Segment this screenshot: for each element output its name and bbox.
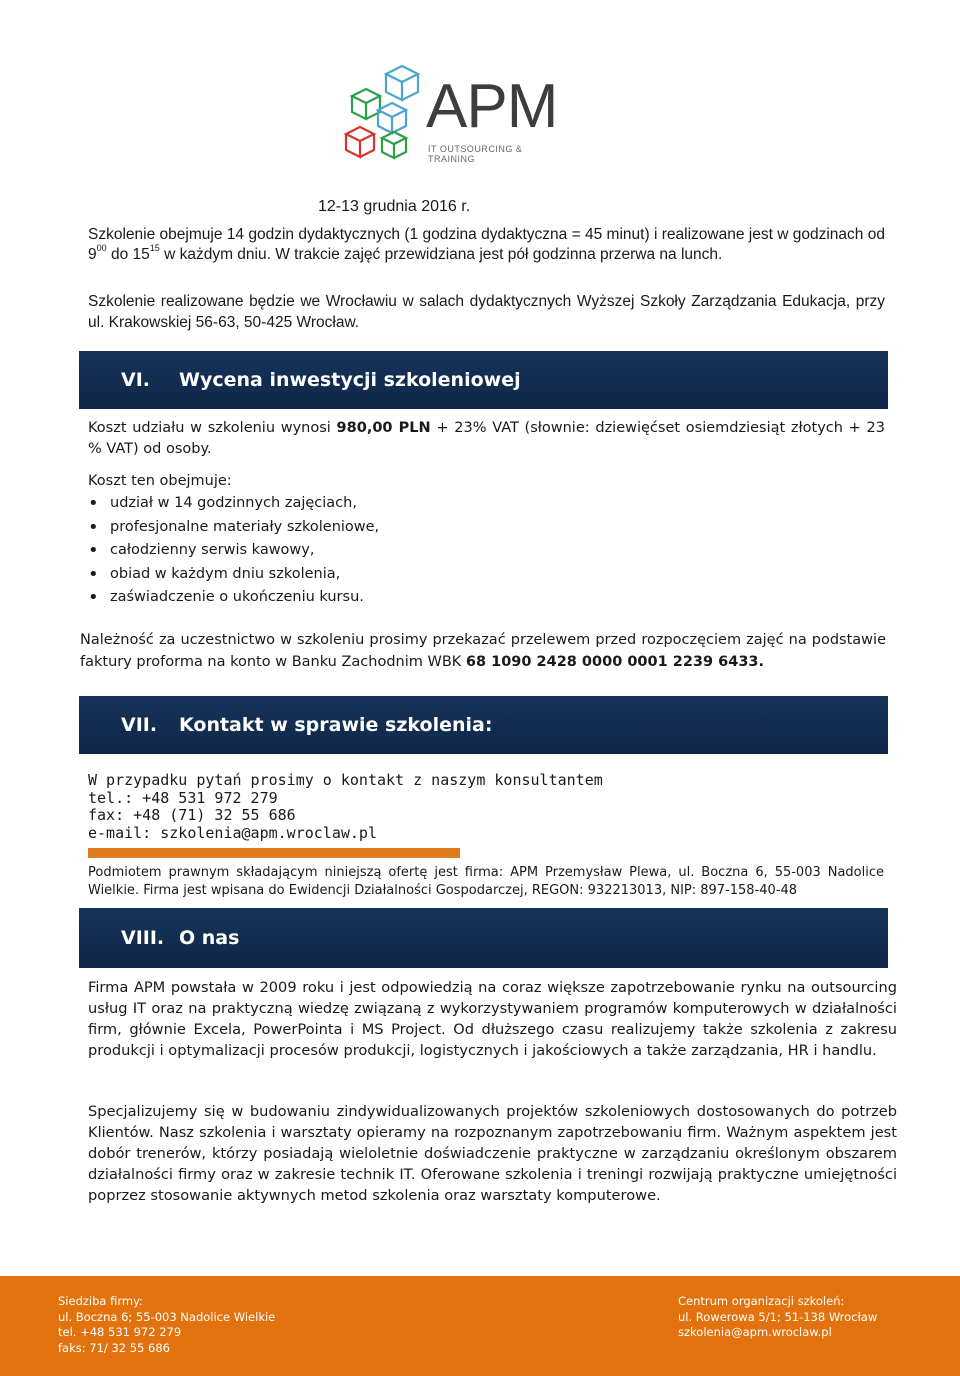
footer-training-center bbox=[678, 1294, 877, 1341]
legal-notice: Podmiotem prawnym składającym niniejszą ofertę jest firma: APM Przemysław Plewa, ul. Boczna 6, 55-003 Nadolice Wielkie. Firma jest wpisana do Ewidencji Działalności Gospodarczej, REGON: 932213013, NIP: 897-158-40-48 bbox=[88, 865, 884, 898]
company-logo bbox=[336, 58, 568, 170]
bank-account-number: 68 1090 2428 0000 0001 2239 6433. bbox=[465, 654, 765, 670]
intro-location-paragraph: Szkolenie realizowane będzie we Wrocławiu w salach dydaktycznych Wyższej Szkoły Zarządzania Edukacja, przy ul. Krakowskiej 56-63, 50-425 Wrocław. bbox=[88, 293, 885, 331]
section-title: O nas bbox=[179, 927, 240, 949]
logo-tagline: IT OUTSOURCING & TRAINING bbox=[428, 144, 523, 164]
includes-list bbox=[88, 492, 588, 610]
training-date: 12-13 grudnia 2016 r. bbox=[318, 198, 471, 215]
payment-text: Należność za uczestnictwo w szkoleniu prosimy przekazać przelewem przed rozpoczęciem zajęć na podstawie faktury proforma na konto w Banku Zachodnim WBK bbox=[80, 632, 886, 670]
section-header-pricing bbox=[79, 351, 888, 409]
contact-fax: fax: +48 (71) 32 55 686 bbox=[88, 806, 296, 824]
footer-line: ul. Rowerowa 5/1; 51-138 Wrocław bbox=[678, 1309, 878, 1324]
cost-paragraph bbox=[88, 418, 885, 460]
list-item: • profesjonalne materiały szkoleniowe, bbox=[88, 516, 588, 540]
about-paragraph-2: Specjalizujemy się w budowaniu zindywidualizowanych projektów szkoleniowych dostosowanych do potrzeb Klientów. Nasz szkolenia i warsztaty opieramy na rozpoznanym zapotrzebowaniu firm. Ważnym aspektem jest dobór trenerów, którzy posiadają wieloletnie doświadczenie praktyczne w zarządzaniu określonym obszarem działalności firmy oraz w zakresie technik IT. Oferowane szkolenia i treningi rozwijają praktyczne umiejętności poprzez stosowanie aktywnych metod szkolenia oraz warsztaty komputerowe. bbox=[88, 1103, 897, 1204]
list-item: • zaświadczenie o ukończeniu kursu. bbox=[88, 586, 588, 610]
section-number: VI. bbox=[121, 369, 150, 391]
includes-label: Koszt ten obejmuje: bbox=[88, 473, 232, 489]
footer-line: Centrum organizacji szkoleń: bbox=[678, 1294, 845, 1308]
list-item: • całodzienny serwis kawowy, bbox=[88, 539, 588, 563]
footer-headquarters bbox=[58, 1294, 275, 1356]
end-minutes: 15 bbox=[149, 243, 160, 253]
contact-intro: W przypadku pytań prosimy o kontakt z naszym konsultantem bbox=[88, 771, 603, 789]
section-header-contact bbox=[79, 696, 888, 754]
about-paragraph-1: Firma APM powstała w 2009 roku i jest odpowiedzią na coraz większe zapotrzebowanie rynku na outsourcing usług IT oraz na praktyczną wiedzę związaną z wykorzystywaniem programów komputerowych w działalności firm, głównie Excela, PowerPointa i MS Project. Od dłuższego czasu realizujemy także szkolenia z zakresu produkcji i optymalizacji procesów produkcji, logistycznych i jakościowych a także zarządzania, HR i handlu. bbox=[88, 979, 897, 1059]
contact-block bbox=[88, 772, 603, 842]
cubes-logo-icon bbox=[342, 62, 424, 166]
intro-text-part: w każdym dniu. W trakcie zajęć przewidziana jest pół godzinna przerwa na lunch. bbox=[159, 246, 723, 263]
footer-line: faks: 71/ 32 55 686 bbox=[58, 1340, 170, 1355]
page-footer bbox=[0, 1276, 960, 1376]
cost-text: Koszt udziału w szkoleniu wynosi bbox=[88, 420, 337, 436]
orange-divider bbox=[88, 848, 460, 858]
start-minutes: 00 bbox=[96, 243, 107, 253]
payment-paragraph bbox=[80, 629, 886, 673]
footer-email[interactable]: szkolenia@apm.wroclaw.pl bbox=[678, 1325, 832, 1339]
cost-text: + 23% VAT (słownie: dziewięćset osiemdziesiąt złotych + 23 % VAT) od osoby. bbox=[88, 420, 885, 457]
contact-email[interactable]: e-mail: szkolenia@apm.wroclaw.pl bbox=[88, 823, 377, 842]
list-item: • obiad w każdym dniu szkolenia, bbox=[88, 563, 588, 587]
footer-line: tel. +48 531 972 279 bbox=[58, 1325, 182, 1339]
contact-phone[interactable]: tel.: +48 531 972 279 bbox=[88, 788, 278, 807]
section-title: Kontakt w sprawie szkolenia: bbox=[179, 714, 493, 736]
intro-text-part: do 15 bbox=[106, 246, 150, 263]
footer-line: Siedziba firmy: bbox=[58, 1294, 143, 1308]
footer-line: ul. Boczna 6; 55-003 Nadolice Wielkie bbox=[58, 1309, 276, 1324]
section-header-about bbox=[79, 908, 888, 968]
cost-amount: 980,00 PLN bbox=[336, 420, 431, 436]
list-item: • udział w 14 godzinnych zajęciach, bbox=[88, 492, 588, 516]
section-title: Wycena inwestycji szkoleniowej bbox=[179, 369, 521, 391]
logo-wordmark: APM bbox=[426, 72, 558, 141]
intro-schedule-paragraph bbox=[88, 225, 885, 265]
intro-text-part: Szkolenie obejmuje 14 godzin dydaktycznych (1 godzina dydaktyczna = 45 minut) i realizowane jest w godzinach od 9 bbox=[88, 226, 885, 263]
section-number: VII. bbox=[121, 714, 158, 736]
section-number: VIII. bbox=[121, 927, 165, 949]
